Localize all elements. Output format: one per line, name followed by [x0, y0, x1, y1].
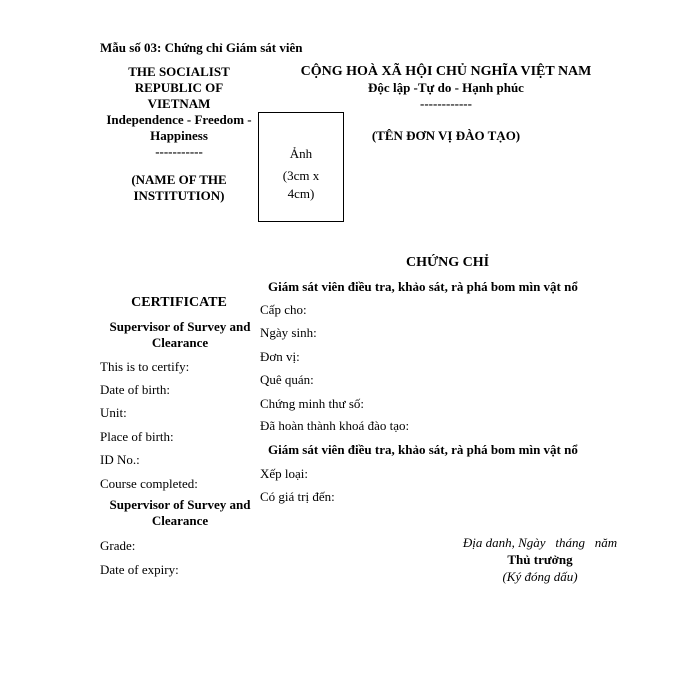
completed-label-en: Course completed: — [100, 476, 198, 491]
course-name-vn: Giám sát viên điều tra, khảo sát, rà phá bom mìn vật nổ — [268, 442, 578, 457]
course-name-en — [100, 497, 260, 529]
certificate-title-vn: CHỨNG CHỈ — [405, 255, 490, 270]
photo-label: Ảnh — [289, 146, 313, 161]
header-line: THE SOCIALIST — [128, 64, 230, 79]
valid-label-vn: Có giá trị đến: — [260, 489, 335, 504]
photo-placeholder — [258, 112, 344, 222]
photo-size: 4cm) — [287, 186, 315, 201]
certify-label: This is to certify: — [100, 359, 190, 374]
id-label-vn: Chứng minh thư số: — [260, 396, 365, 411]
id-label-en: ID No.: — [100, 452, 140, 467]
course-name-en — [100, 319, 260, 351]
header-divider: ----------- — [155, 144, 203, 159]
dob-label-en: Date of birth: — [100, 382, 171, 397]
institution-name: (NAME OF THE — [131, 172, 227, 187]
course-line: Supervisor of Survey and — [109, 497, 251, 512]
expiry-label-en: Date of expiry: — [100, 562, 179, 577]
header-line: CỘNG HOÀ XÃ HỘI CHỦ NGHĨA VIỆT NAM — [300, 64, 592, 79]
certificate-title-en: CERTIFICATE — [131, 295, 227, 310]
header-line: Độc lập -Tự do - Hạnh phúc — [368, 80, 524, 95]
unit-label-en: Unit: — [100, 405, 127, 420]
seal-note: (Ký đóng dấu) — [502, 569, 578, 584]
grade-label-vn: Xếp loại: — [260, 466, 309, 481]
photo-size: (3cm x — [282, 168, 320, 183]
institution-name: (TÊN ĐƠN VỊ ĐÀO TẠO) — [371, 128, 521, 143]
header-line: Independence - Freedom - — [106, 112, 252, 127]
header-divider: ------------ — [420, 96, 472, 111]
completed-label-vn: Đã hoàn thành khoá đào tạo: — [260, 418, 410, 433]
grade-label-en: Grade: — [100, 538, 136, 553]
issued-to-label: Cấp cho: — [260, 302, 307, 317]
course-line: Supervisor of Survey and — [109, 319, 251, 334]
header-line: VIETNAM — [147, 96, 211, 111]
header-line: Happiness — [150, 128, 208, 143]
place-date: Địa danh, Ngày tháng năm — [462, 535, 618, 550]
header-line: REPUBLIC OF — [134, 80, 224, 95]
form-title: Mẫu số 03: Chứng chỉ Giám sát viên — [100, 40, 303, 55]
dob-label-vn: Ngày sinh: — [260, 325, 317, 340]
head-title: Thủ trưởng — [507, 552, 573, 567]
unit-label-vn: Đơn vị: — [260, 349, 300, 364]
signature-block — [440, 534, 640, 585]
course-name-vn: Giám sát viên điều tra, khảo sát, rà phá bom mìn vật nổ — [268, 279, 578, 294]
place-label-en: Place of birth: — [100, 429, 174, 444]
english-national-header — [96, 64, 262, 204]
hometown-label-vn: Quê quán: — [260, 372, 314, 387]
institution-name: INSTITUTION) — [133, 188, 225, 203]
course-line: Clearance — [151, 335, 209, 350]
course-line: Clearance — [151, 513, 209, 528]
